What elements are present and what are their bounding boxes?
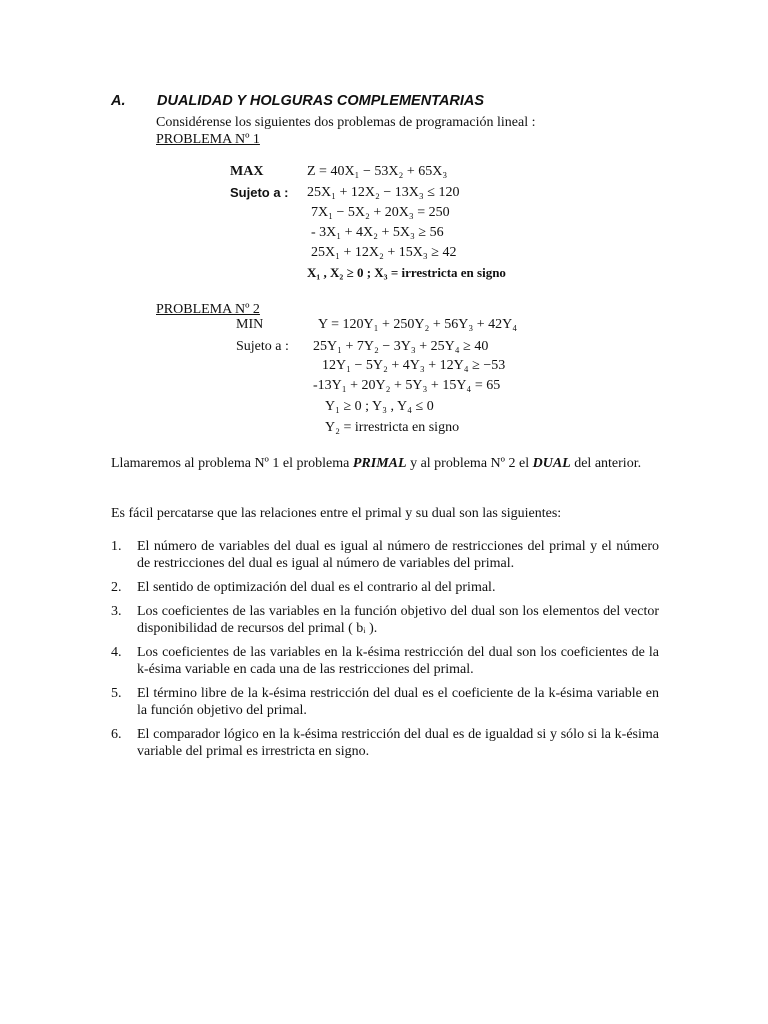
intro-text: Considérense los siguientes dos problemas de programación lineal : <box>156 115 536 130</box>
paragraph-relations: Es fácil percatarse que las relaciones entre el primal y su dual son las siguientes: <box>111 506 562 521</box>
problem2-constraint: Y₂ = irrestricta en signo <box>325 420 460 435</box>
section-title: DUALIDAD Y HOLGURAS COMPLEMENTARIAS <box>157 93 485 109</box>
dual-term: DUAL <box>532 456 571 471</box>
problem1-constraint: 7X₁ − 5X₂ + 20X₃ = 250 <box>311 205 450 220</box>
paragraph-primal-dual: Llamaremos al problema Nº 1 el problema PRIMAL y al problema Nº 2 el DUAL del anterior. <box>111 456 642 471</box>
problem1-subject-to-label: Sujeto a : <box>230 185 289 200</box>
problem2-constraint: 12Y₁ − 5Y₂ + 4Y₃ + 12Y₄ ≥ −53 <box>322 358 506 373</box>
problem2-objective-label: MIN <box>236 317 264 332</box>
problem1-objective-label: MAX <box>230 164 264 179</box>
problem1-sign-constraint: X₁ , X₂ ≥ 0 ; X₃ = irrestricta en signo <box>307 265 506 280</box>
problem1-title: PROBLEMA Nº 1 <box>156 132 260 147</box>
problem1-objective: Z = 40X₁ − 53X₂ + 65X₃ <box>307 164 448 179</box>
problem2-objective: Y = 120Y₁ + 250Y₂ + 56Y₃ + 42Y₄ <box>318 317 518 332</box>
problem2-constraint: -13Y₁ + 20Y₂ + 5Y₃ + 15Y₄ = 65 <box>313 378 501 393</box>
problem1-constraint: - 3X₁ + 4X₂ + 5X₃ ≥ 56 <box>311 225 444 240</box>
primal-term: PRIMAL <box>352 456 407 471</box>
section-letter: A. <box>111 93 126 109</box>
problem2-constraint: Y₁ ≥ 0 ; Y₃ , Y₄ ≤ 0 <box>325 399 434 414</box>
problem2-title: PROBLEMA Nº 2 <box>156 302 260 317</box>
problem2-subject-to-label: Sujeto a : <box>236 339 289 354</box>
problem2-constraint: 25Y₁ + 7Y₂ − 3Y₃ + 25Y₄ ≥ 40 <box>313 339 489 354</box>
problem1-constraint: 25X₁ + 12X₂ + 15X₃ ≥ 42 <box>311 245 457 260</box>
problem1-constraint: 25X₁ + 12X₂ − 13X₃ ≤ 120 <box>307 185 460 200</box>
